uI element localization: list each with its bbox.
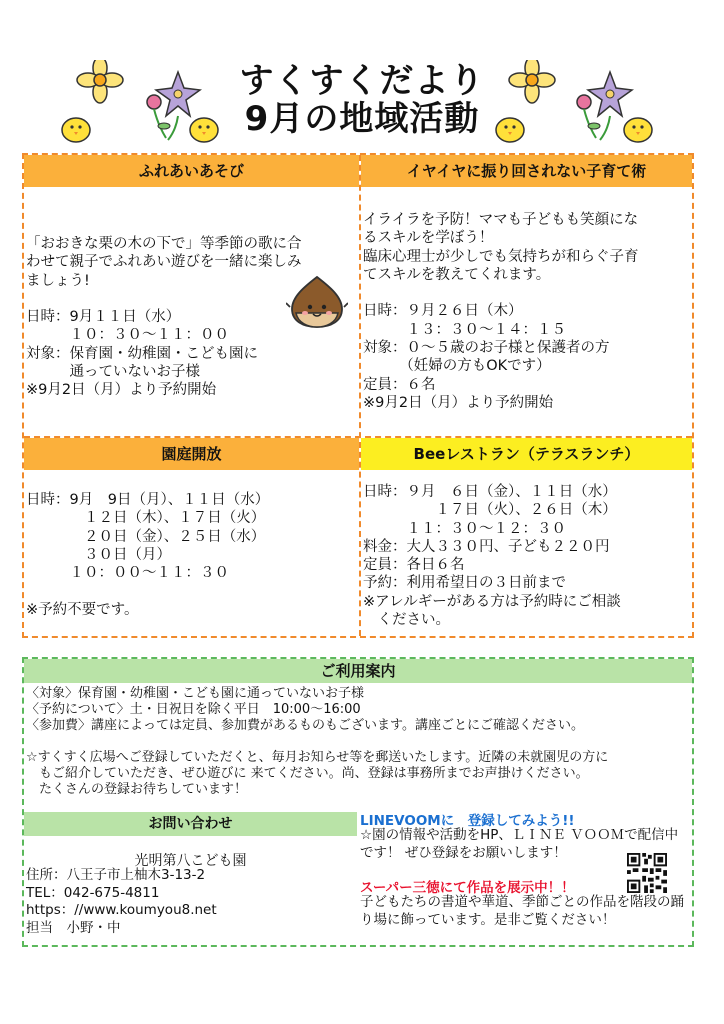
- contact-heading: お問い合わせ: [24, 812, 357, 836]
- info-box: [22, 657, 694, 947]
- info-text: 〈対象〉保育園・幼稚園・こども園に通っていないお子様 〈予約について〉土・日祝日を除く平日 10:00〜16:00 〈参加費〉講座によっては定員、参加費があるものもございます。講座ごとにご確認ください。 ☆すくすく広場へご登録していただくと、毎月お知らせ等を郵送いたします。近隣の未就園児の方に もご紹介していただき、ぜひ遊びに 来てください。尚、登録は事務所までお声掛けください。 たくさんの登録お待ちしています！: [26, 686, 609, 797]
- info-heading: ご利用案内: [24, 659, 692, 683]
- section-heading-fureai: ふれあいあそび: [24, 155, 359, 187]
- section-heading-iyaiya: イヤイヤに振り回されない子育て術: [361, 155, 692, 187]
- exhibit-body: 子どもたちの書道や華道、季節ごとの作品を階段の踊り場に飾っています。是非ご覧ください！: [360, 894, 684, 928]
- flower-icon: [509, 60, 555, 103]
- chick-icon: [190, 118, 218, 142]
- section-body-bee-restaurant: 日時：９月 ６日（金）、１１日（水） １７日（火）、２６日（木） １１：３０〜１２：３０ 料金：大人３３０円、子ども２２０円 定員：各日６名 予約：利用希望日の３日前まで ※アレルギーがある方は予約時にご相談 ください。: [363, 484, 621, 629]
- grid-divider-vertical: [359, 155, 361, 636]
- title-line2: 9月の地域活動: [244, 99, 480, 139]
- section-heading-garden: 園庭開放: [24, 438, 359, 470]
- exhibit-heading: スーパー三徳にて作品を展示中！！: [360, 880, 575, 896]
- qr-code-icon: [627, 853, 667, 893]
- flower-icon: [77, 60, 123, 103]
- flower-icon: [588, 72, 632, 116]
- events-grid: [22, 153, 694, 638]
- title-line1: すくすくだより: [239, 61, 485, 101]
- chick-icon: [62, 118, 90, 142]
- section-body-garden: 日時：9月 9日（月）、１１日（水） １２日（木）、１７日（火） ２０日（金）、２５日（水） ３０日（月） １０：００〜１１：３０ ※予約不要です。: [26, 492, 270, 618]
- flower-icon: [156, 72, 200, 116]
- flower-chick-decoration-right: [492, 60, 662, 145]
- section-body-iyaiya: イライラを予防！ママも子どもも笑顔にな るスキルを学ぼう！ 臨床心理士が少しでも気持ちが和らぐ子育 てスキルを教えてくれます。 日時：９月２６日（木） １３：３０〜１４：１５ 対象：０〜５歳のお子様と保護者の方 （妊婦の方もOKです） 定員：６名 ※9月2日（月）より予約開始: [363, 212, 639, 411]
- section-body-fureai: 「おおきな栗の木の下で」等季節の歌に合 わせて親子でふれあい遊びを一緒に楽しみ ましょう! 日時：9月１１日（水） １０：３０〜１１：００ 対象：保育園・幼稚園・こども園に 通っていないお子様 ※9月2日（月）より予約開始: [26, 236, 302, 399]
- chestnut-icon: [286, 273, 348, 329]
- line-voom-body: ☆園の情報や活動をHP、ＬＩＮＥ ＶＯＯＭで配信中です！ ぜひ登録をお願いします！: [360, 827, 679, 861]
- page-title: [200, 62, 524, 138]
- section-heading-bee-restaurant: Beeレストラン（テラスランチ）: [361, 438, 692, 470]
- contact-details: 住所：八王子市上柚木3-13-2 TEL：042-675-4811 https：//www.koumyou8.net 担当 小野・中: [26, 867, 217, 936]
- chick-icon: [624, 118, 652, 142]
- line-voom-heading: LINEVOOMに 登録してみよう!!: [360, 813, 575, 829]
- contact-name: 光明第八こども園: [134, 853, 247, 869]
- flower-chick-decoration-left: [58, 60, 228, 145]
- chick-icon: [496, 118, 524, 142]
